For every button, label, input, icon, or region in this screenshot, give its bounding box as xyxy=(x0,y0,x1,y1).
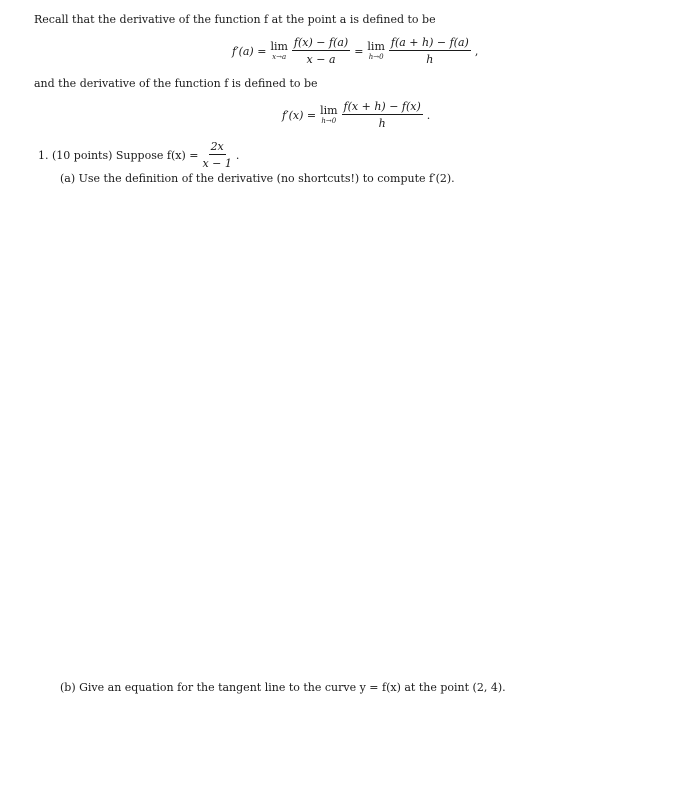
problem-prefix: 1. (10 points) Suppose f(x) = xyxy=(38,148,199,162)
eq2-lim-sub: h→0 xyxy=(321,117,337,125)
eq1-limit-2 xyxy=(367,41,384,61)
eq1-lim1-sub: x→a xyxy=(272,53,287,61)
problem-denominator: x − 1 xyxy=(202,157,232,170)
eq1-lhs: f′(a) = xyxy=(232,44,267,58)
eq1-limit-1 xyxy=(270,41,287,61)
part-b-text: (b) Give an equation for the tangent line to the curve y = f(x) at the point (2, 4). xyxy=(60,681,506,694)
eq1-trail: , xyxy=(474,44,479,58)
eq1-frac2-denominator: h xyxy=(426,53,434,66)
eq1-fraction-2 xyxy=(389,36,471,66)
problem-fraction xyxy=(202,140,231,170)
derivative-function-equation xyxy=(282,100,430,130)
problem-numerator: 2x xyxy=(210,140,224,153)
eq2-lim-op: lim xyxy=(320,104,338,117)
intro-text: Recall that the derivative of the function f at the point a is defined to be xyxy=(34,13,436,26)
eq1-lim2-op: lim xyxy=(367,40,385,53)
eq2-limit xyxy=(320,105,337,125)
eq2-denominator: h xyxy=(378,117,386,130)
eq1-fraction-1 xyxy=(292,36,350,66)
eq1-frac1-denominator: x − a xyxy=(306,53,336,66)
eq1-lim2-sub: h→0 xyxy=(368,53,384,61)
eq2-lhs: f′(x) = xyxy=(282,108,317,122)
problem-statement xyxy=(38,140,239,170)
problem-trail: . xyxy=(235,148,240,162)
eq2-trail: . xyxy=(426,108,431,122)
eq2-numerator: f(x + h) − f(x) xyxy=(343,100,421,113)
eq1-lim1-op: lim xyxy=(270,40,288,53)
eq2-fraction xyxy=(342,100,423,130)
middle-text: and the derivative of the function f is defined to be xyxy=(34,77,318,90)
eq1-frac1-numerator: f(x) − f(a) xyxy=(293,36,349,49)
part-a-text: (a) Use the definition of the derivative (no shortcuts!) to compute f′(2). xyxy=(60,172,455,185)
eq1-frac2-numerator: f(a + h) − f(a) xyxy=(390,36,469,49)
eq1-equals: = xyxy=(354,44,364,58)
derivative-at-point-equation xyxy=(232,36,478,66)
